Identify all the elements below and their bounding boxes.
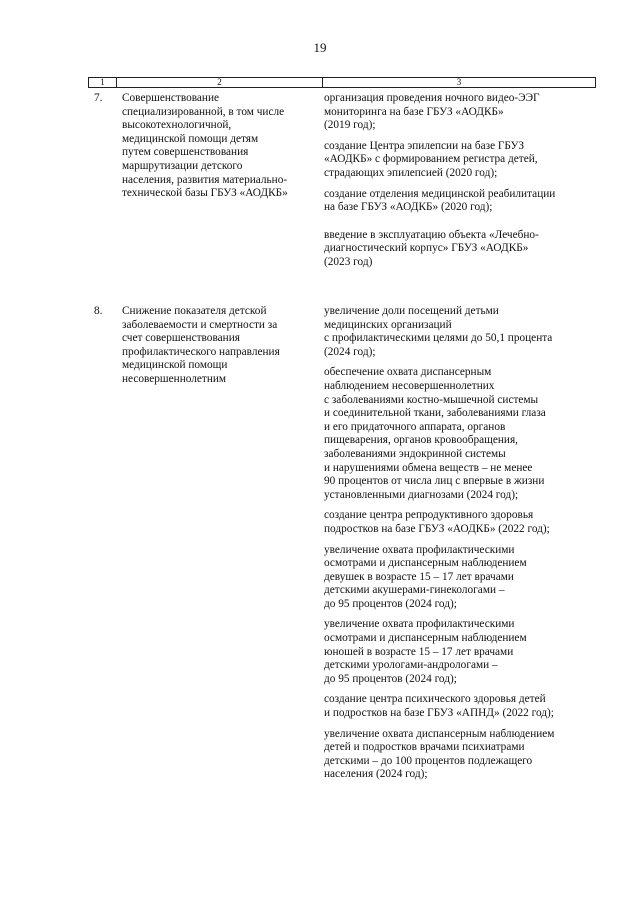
page-number: 19 bbox=[313, 40, 327, 55]
row-tasks bbox=[324, 92, 596, 277]
task-item: создание Центра эпилепсии на базе ГБУЗ «АОДКБ» с формированием регистра детей, страдающих эпилепсией (2020 год); bbox=[324, 139, 538, 179]
task-item: организация проведения ночного видео-ЭЭГ мониторинга на базе ГБУЗ «АОДКБ» (2019 год); bbox=[324, 92, 540, 132]
task-item: введение в эксплуатацию объекта «Лечебно- диагностический корпус» ГБУЗ «АОДКБ» (2023 год) bbox=[324, 228, 539, 268]
header-col-3: 3 bbox=[456, 77, 462, 87]
task-item: увеличение доли посещений детьми медицинских организаций с профилактическими целями до 50,1 процента (2024 год); bbox=[324, 305, 553, 358]
row-goal: Снижение показателя детской заболеваемости и смертности за счет совершенствования профилактического направления медицинской помощи несовершеннолетним bbox=[122, 305, 280, 385]
row-goal: Совершенствование специализированной, в том числе высокотехнологичной, медицинской помощи детям путем совершенствования маршрутизации детского населения, развития материально- технической базы ГБУЗ «АОДКБ» bbox=[122, 92, 288, 200]
row-number: 7. bbox=[94, 92, 103, 104]
row-tasks bbox=[324, 305, 596, 789]
task-item: увеличение охвата профилактическими осмотрами и диспансерным наблюдением девушек в возрасте 15 – 17 лет врачами детскими акушерами-гинекологами – до 95 процентов (2024 год); bbox=[324, 543, 527, 610]
task-item: создание центра психического здоровья детей и подростков на базе ГБУЗ «АПНД» (2022 год); bbox=[324, 693, 554, 720]
header-col-2: 2 bbox=[117, 78, 323, 87]
task-item: создание отделения медицинской реабилитации на базе ГБУЗ «АОДКБ» (2020 год); bbox=[324, 187, 556, 214]
header-col-1: 1 bbox=[89, 78, 117, 87]
task-item: увеличение охвата профилактическими осмотрами и диспансерным наблюдением юношей в возрасте 15 – 17 лет врачами детскими урологами-андрологами – до 95 процентов (2024 год); bbox=[324, 618, 527, 685]
task-item: обеспечение охвата диспансерным наблюдением несовершеннолетних с заболеваниями костно-мышечной системы и соединительной ткани, заболеваниями глаза и его придаточного аппарата, органов пищеварения, органов кровообращения, заболеваниями эндокринной системы и нарушениями обмена веществ – не менее 90 процентов от числа лиц с впервые в жизни установленными диагнозами (2024 год); bbox=[324, 366, 546, 501]
task-item: создание центра репродуктивного здоровья подростков на базе ГБУЗ «АОДКБ» (2022 год); bbox=[324, 509, 550, 535]
table-header-row bbox=[88, 77, 596, 88]
task-item: увеличение охвата диспансерным наблюдением детей и подростков врачами психиатрами детскими – до 100 процентов подлежащего населения (2024 год); bbox=[324, 727, 555, 781]
row-number: 8. bbox=[94, 305, 103, 317]
